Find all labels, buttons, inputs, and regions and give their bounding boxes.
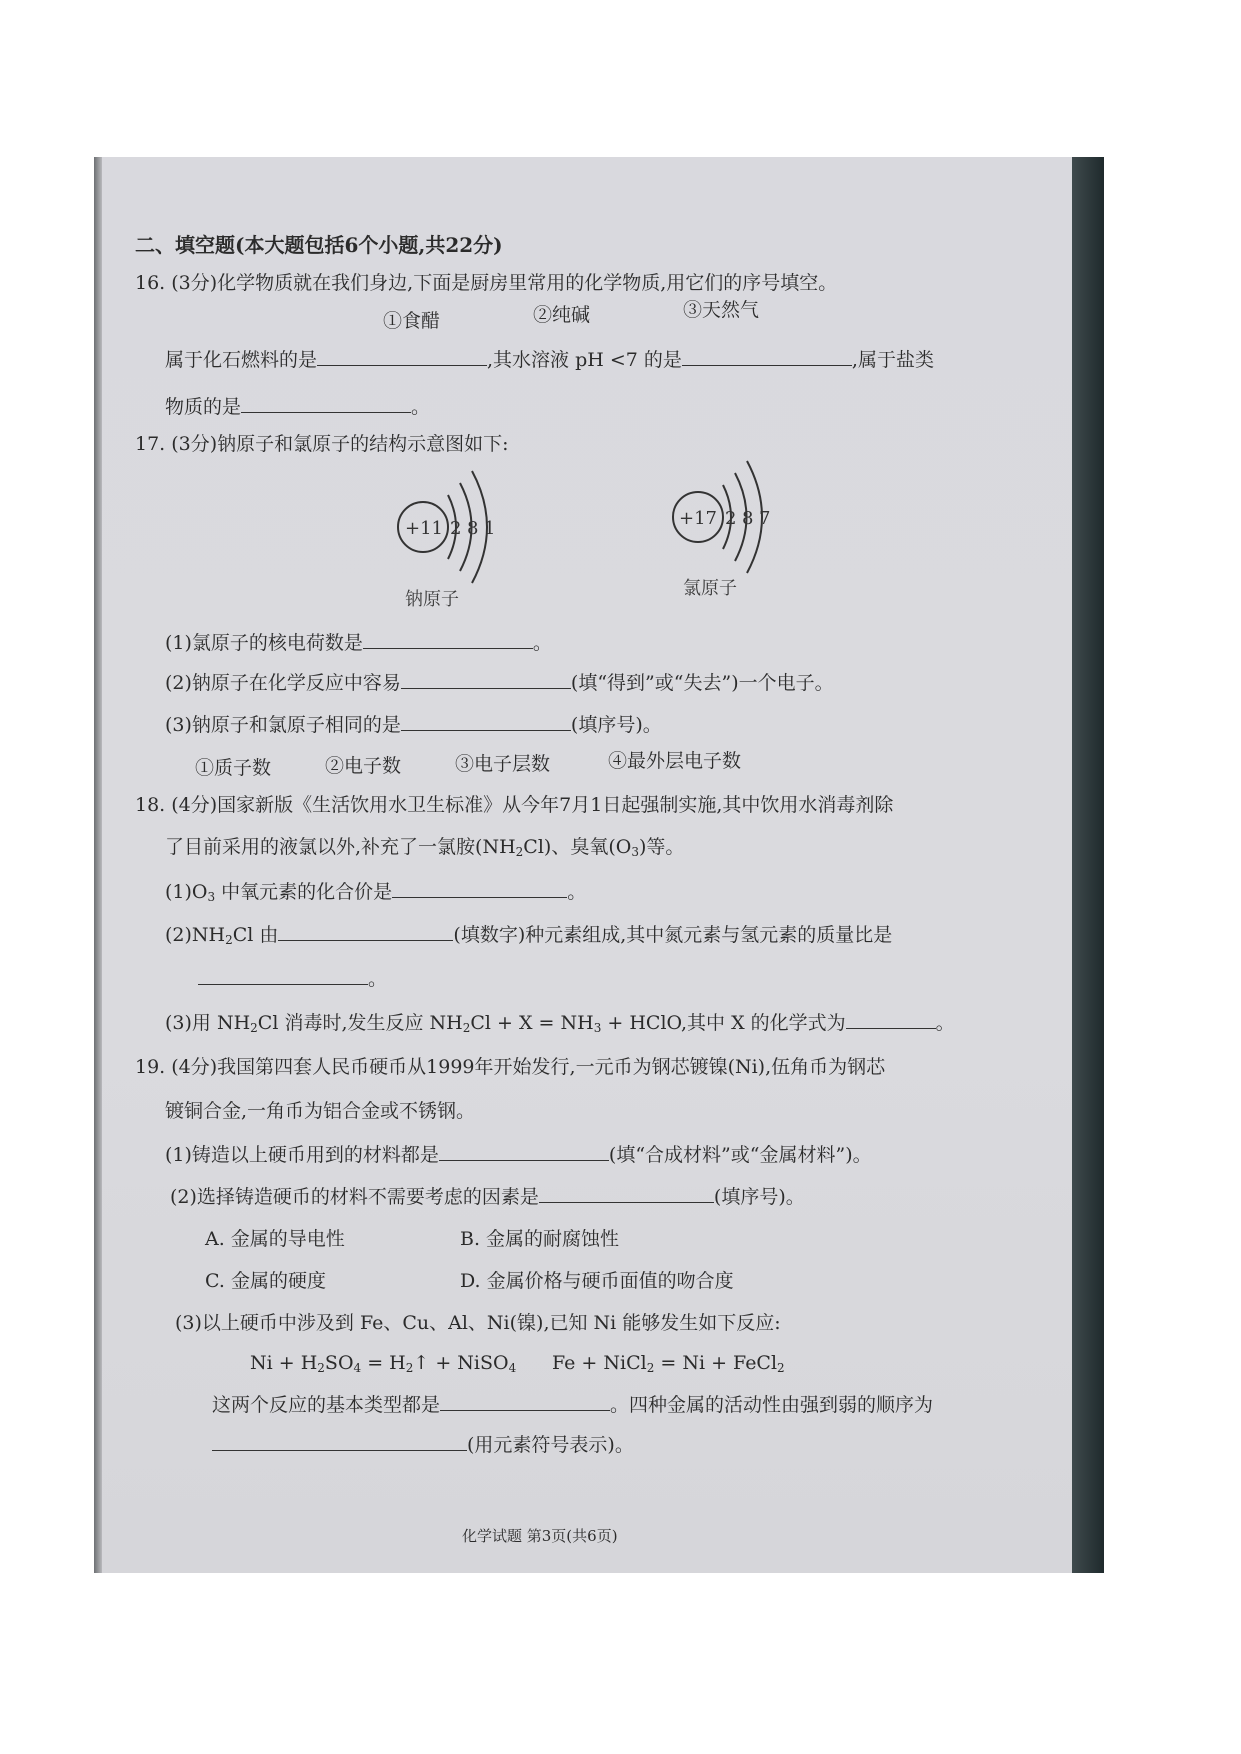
q19-eq1-sub-2: 4 (353, 1361, 362, 1375)
q18-blank-3[interactable] (198, 966, 368, 985)
q17-blank-1[interactable] (363, 630, 533, 649)
q18-stem-line-2 (165, 834, 684, 865)
q18-part-2 (165, 922, 892, 953)
q19-activity-text: 。四种金属的活动性由强到弱的顺序为 (610, 1394, 934, 1416)
q18-part-2-b: Cl 由 (232, 924, 279, 946)
q16-line-1 (165, 347, 934, 373)
q17-part-1-text: (1)氯原子的核电荷数是 (165, 632, 363, 654)
paper-right-edge (1072, 157, 1104, 1573)
q17-stem: 17. (3分)钠原子和氯原子的结构示意图如下: (135, 433, 509, 455)
q19-part-1 (165, 1142, 872, 1168)
q16-blank-1[interactable] (317, 347, 487, 366)
q17-option-4: ④最外层电子数 (608, 750, 742, 772)
q16-blank-2[interactable] (682, 347, 852, 366)
q18-part-3-sub-2: 2 (462, 1021, 471, 1035)
q19-blank-4[interactable] (212, 1432, 467, 1451)
q17-part-2 (165, 670, 834, 696)
sodium-shell-2-electrons: 8 (467, 518, 479, 539)
chlorine-atom-label: 氯原子 (683, 578, 737, 599)
q19-eq2-sub-2: 2 (777, 1361, 785, 1375)
q19-part-3: (3)以上硬币中涉及到 Fe、Cu、Al、Ni(镍),已知 Ni 能够发生如下反应: (175, 1312, 781, 1334)
q18-part-1 (165, 879, 586, 910)
q19-eq1-sub-4: 4 (508, 1361, 517, 1375)
q17-option-1: ①质子数 (195, 757, 272, 779)
q16-stem: 16. (3分)化学物质就在我们身边,下面是厨房里常用的化学物质,用它们的序号填空。 (135, 272, 838, 294)
q17-option-3: ③电子层数 (455, 753, 551, 775)
q19-stem-line-1: 19. (4分)我国第四套人民币硬币从1999年开始发行,一元币为钢芯镀镍(Ni),伍角币为钢芯 (135, 1056, 886, 1078)
q19-eq1-b: SO (324, 1352, 354, 1374)
q16-blank-3[interactable] (241, 394, 411, 413)
chlorine-nucleus-charge: +17 (679, 508, 717, 529)
q18-stem-a: 了目前采用的液氯以外,补充了一氯胺(NH (165, 836, 516, 858)
q16-text-fossil-fuel: 属于化石燃料的是 (165, 349, 318, 371)
q19-reaction-line-2 (212, 1432, 634, 1458)
q17-part-3-text: (3)钠原子和氯原子相同的是 (165, 714, 401, 736)
q18-part-2-line-2 (198, 966, 387, 992)
q18-stem-c: )等。 (638, 836, 685, 858)
q17-part-1 (165, 630, 552, 656)
q19-eq2-b: = Ni + FeCl (654, 1352, 778, 1374)
q19-reaction-type-text: 这两个反应的基本类型都是 (212, 1394, 441, 1416)
q16-option-3: ③天然气 (683, 299, 760, 321)
q18-part-2-a: (2)NH (165, 924, 226, 946)
q19-option-a: A. 金属的导电性 (205, 1228, 345, 1250)
q19-blank-1[interactable] (439, 1142, 609, 1161)
chlorine-atom-diagram (673, 461, 770, 573)
q19-blank-2[interactable] (539, 1184, 714, 1203)
q17-part-1-end: 。 (532, 632, 552, 654)
q18-part-2-sub: 2 (225, 933, 233, 947)
q16-option-2: ②纯碱 (533, 304, 591, 326)
q18-stem-b: Cl)、臭氧(O (523, 836, 632, 858)
q18-blank-1[interactable] (392, 879, 567, 898)
sodium-nucleus-charge: +11 (405, 518, 443, 539)
chlorine-shell-2-electrons: 8 (742, 508, 754, 529)
q18-blank-2[interactable] (278, 922, 453, 941)
q18-part-3-b: Cl 消毒时,发生反应 NH (257, 1012, 463, 1034)
q18-part-3 (165, 1010, 955, 1041)
q19-part-2 (170, 1184, 805, 1210)
q19-equation-1 (250, 1350, 516, 1381)
q19-part-1-text: (1)铸造以上硬币用到的材料都是 (165, 1144, 439, 1166)
q19-symbol-hint: (用元素符号表示)。 (467, 1434, 634, 1456)
q18-part-3-end: 。 (935, 1012, 955, 1034)
sodium-shell-1-electrons: 2 (450, 518, 462, 539)
q18-stem-line-1: 18. (4分)国家新版《生活饮用水卫生标准》从今年7月1日起强制实施,其中饮用水消毒剂除 (135, 794, 894, 816)
q19-option-d: D. 金属价格与硬币面值的吻合度 (460, 1270, 734, 1292)
q19-eq1-sub-3: 2 (405, 1361, 414, 1375)
q19-eq2-a: Fe + NiCl (552, 1352, 647, 1374)
q16-text-salt: ,属于盐类 (851, 349, 934, 371)
sodium-shell-3-electrons: 1 (484, 518, 496, 539)
q18-part-2-end: 。 (368, 968, 388, 990)
q19-reaction-line-1 (212, 1392, 933, 1418)
q17-blank-2[interactable] (401, 670, 571, 689)
q18-part-3-sub-3: 3 (593, 1021, 602, 1035)
q19-equation-2 (552, 1350, 785, 1381)
q19-eq1-a: Ni + H (250, 1352, 318, 1374)
q18-sub-o3: 3 (631, 845, 639, 859)
q17-part-2-hint: (填“得到”或“失去”)一个电子。 (570, 672, 834, 694)
q19-eq1-c: = H (361, 1352, 406, 1374)
q19-eq2-sub-1: 2 (646, 1361, 655, 1375)
q17-option-2: ②电子数 (325, 755, 402, 777)
q18-sub-nh2: 2 (515, 845, 524, 859)
q18-part-3-c: Cl + X = NH (470, 1012, 594, 1034)
sodium-atom-diagram (398, 471, 495, 583)
q17-part-3 (165, 712, 662, 738)
q19-part-2-text: (2)选择铸造硬币的材料不需要考虑的因素是 (170, 1186, 539, 1208)
section-title: 二、填空题(本大题包括6个小题,共22分) (135, 233, 503, 257)
q19-option-c: C. 金属的硬度 (205, 1270, 326, 1292)
q18-part-3-sub-1: 2 (250, 1021, 258, 1035)
q18-part-3-a: (3)用 NH (165, 1012, 251, 1034)
chlorine-shell-1-electrons: 2 (725, 508, 737, 529)
q17-blank-3[interactable] (401, 712, 571, 731)
q19-part-1-hint: (填“合成材料”或“金属材料”)。 (608, 1144, 872, 1166)
chlorine-shell-3-electrons: 7 (759, 508, 771, 529)
q19-eq1-sub-1: 2 (317, 1361, 325, 1375)
q19-option-b: B. 金属的耐腐蚀性 (460, 1228, 620, 1250)
q17-part-3-hint: (填序号)。 (570, 714, 662, 736)
q16-line-2 (165, 394, 430, 420)
q19-stem-line-2: 镀铜合金,一角币为铝合金或不锈钢。 (165, 1100, 476, 1122)
q16-option-1: ①食醋 (383, 310, 441, 332)
q18-blank-4[interactable] (846, 1010, 936, 1029)
q16-text-ph: ,其水溶液 pH <7 的是 (487, 349, 682, 371)
q17-part-2-text: (2)钠原子在化学反应中容易 (165, 672, 401, 694)
q18-part-2-c: (填数字)种元素组成,其中氮元素与氢元素的质量比是 (453, 924, 893, 946)
sodium-atom-label: 钠原子 (405, 589, 459, 610)
q18-part-1-b: 中氧元素的化合价是 (215, 881, 393, 903)
q19-blank-3[interactable] (440, 1392, 610, 1411)
page-footer: 化学试题 第3页(共6页) (462, 1527, 618, 1545)
q16-text-substance: 物质的是 (165, 396, 242, 418)
q18-part-1-a: (1)O (165, 881, 208, 903)
q19-eq1-d: ↑ + NiSO (413, 1352, 509, 1374)
q16-period: 。 (411, 396, 431, 418)
q18-part-3-d: + HClO,其中 X 的化学式为 (601, 1012, 846, 1034)
paper-left-shadow (94, 157, 102, 1573)
q18-part-1-end: 。 (567, 881, 587, 903)
q19-part-2-hint: (填序号)。 (713, 1186, 805, 1208)
q18-part-1-sub: 3 (207, 890, 216, 904)
